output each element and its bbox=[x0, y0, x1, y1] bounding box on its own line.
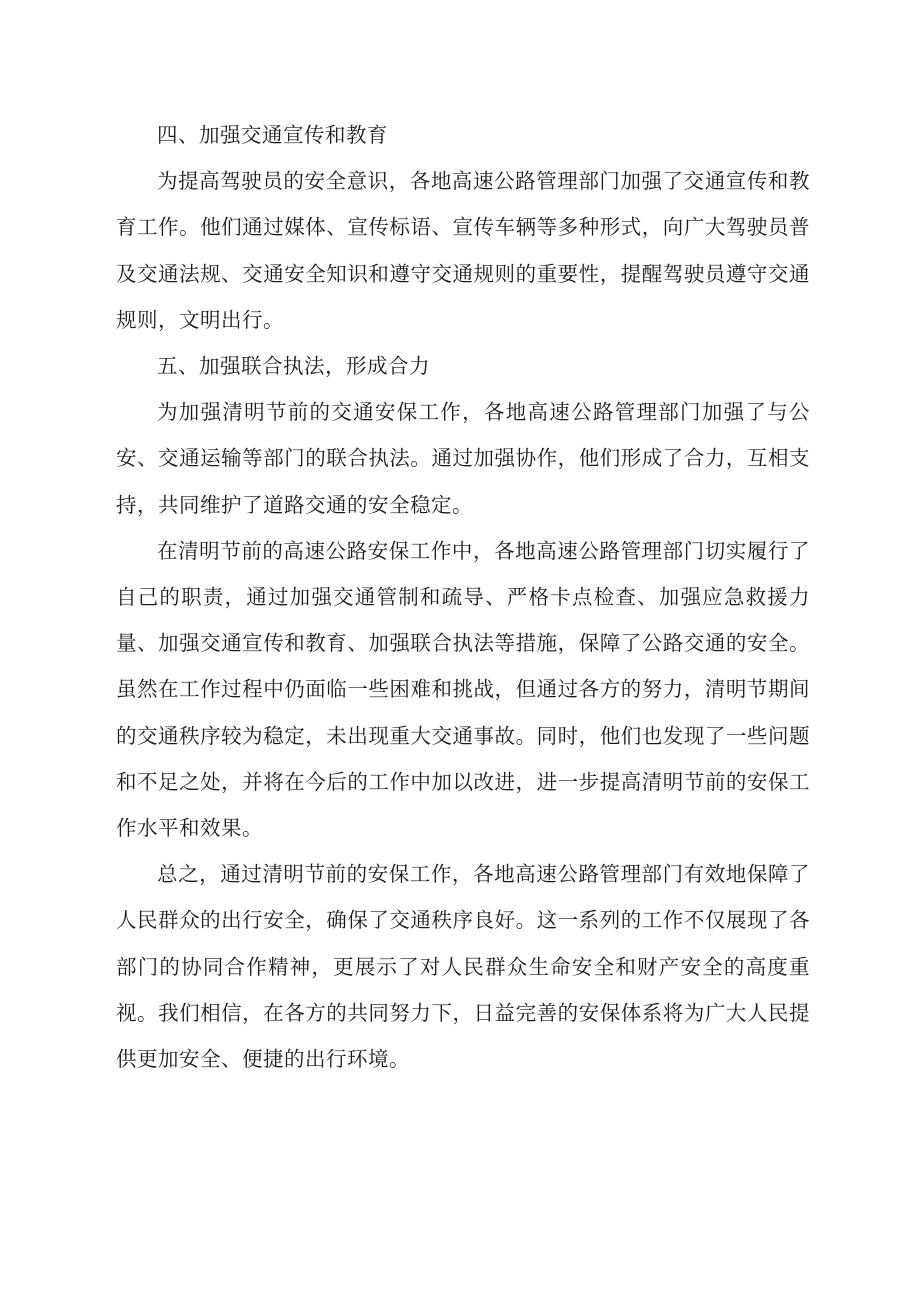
section-5-heading: 五、加强联合执法，形成合力 bbox=[157, 354, 430, 379]
section-4-paragraph: 为提高驾驶员的安全意识，各地高速公路管理部门加强了交通宣传和教育工作。他们通过媒体、宣传标语、宣传车辆等多种形式，向广大驾驶员普及交通法规、交通安全知识和遵守交通规则的重要性，提醒驾驶员遵守交通规则，文明出行。 bbox=[116, 169, 810, 332]
section-5-paragraph: 为加强清明节前的交通安保工作，各地高速公路管理部门加强了与公安、交通运输等部门的联合执法。通过加强协作，他们形成了合力，互相支持，共同维护了道路交通的安全稳定。 bbox=[116, 400, 810, 517]
document-body bbox=[116, 112, 810, 1082]
section-4-heading: 四、加强交通宣传和教育 bbox=[157, 123, 388, 147]
conclusion-paragraph: 总之，通过清明节前的安保工作，各地高速公路管理部门有效地保障了人民群众的出行安全，确保了交通秩序良好。这一系列的工作不仅展现了各部门的协同合作精神，更展示了对人民群众生命安全和财产安全的高度重视。我们相信，在各方的共同努力下，日益完善的安保体系将为广大人民提供更加安全、便捷的出行环境。 bbox=[116, 862, 810, 1072]
summary-paragraph: 在清明节前的高速公路安保工作中，各地高速公路管理部门切实履行了自己的职责，通过加强交通管制和疏导、严格卡点检查、加强应急救援力量、加强交通宣传和教育、加强联合执法等措施，保障了公路交通的安全。虽然在工作过程中仍面临一些困难和挑战，但通过各方的努力，清明节期间的交通秩序较为稳定，未出现重大交通事故。同时，他们也发现了一些问题和不足之处，并将在今后的工作中加以改进，进一步提高清明节前的安保工作水平和效果。 bbox=[116, 538, 810, 841]
